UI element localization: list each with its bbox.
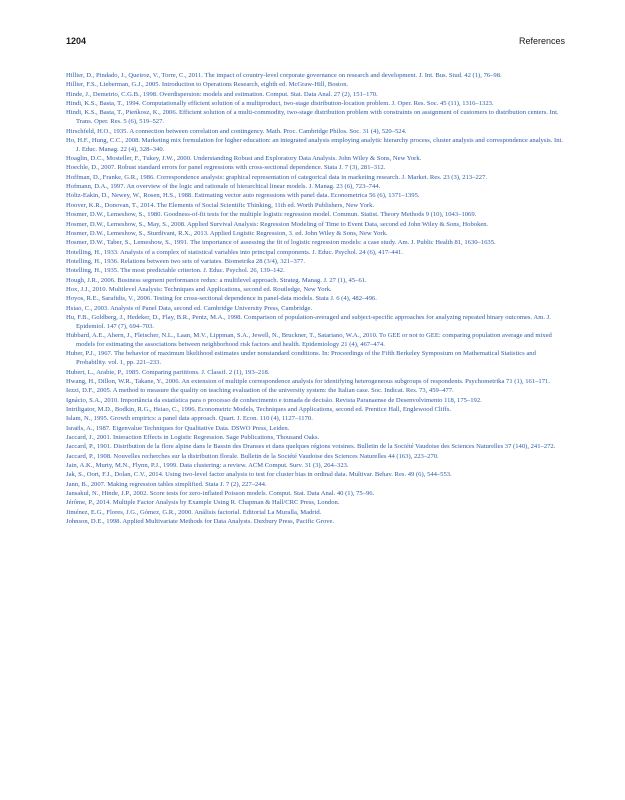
reference-item[interactable]: Hoffman, D., Franke, G.R., 1986. Correspondence analysis: graphical representation of categorical data in marketing research. J. Market. Res. 23 (3), 213–227. xyxy=(66,173,488,181)
reference-item[interactable]: Holtz-Eakin, D., Newey, W., Rosen, H.S., 1988. Estimating vector auto regressions with panel data. Econometrica 56 (6), 1371–1395. xyxy=(66,192,420,200)
reference-item[interactable]: Jann, B., 2007. Making regression tables simplified. Stata J. 7 (2), 227–244. xyxy=(66,480,267,488)
reference-item[interactable]: Ho, H.F., Hung, C.C., 2008. Marketing mix formulation for higher education: an integrated analysis employing analytic hierarchy process, cluster analysis and correspondence analysis. Int. J. Educ. Manag. 22 (4), 328–340. xyxy=(66,136,563,153)
reference-item[interactable]: Islam, N., 1995. Growth empirics: a panel data approach. Quart. J. Econ. 110 (4), 1127–1170. xyxy=(66,415,313,423)
reference-item[interactable]: Huber, P.J., 1967. The behavior of maximum likelihood estimates under nonstandard conditions. In: Proceedings of the Fifth Berkeley Symposium on Mathematical Statistics and Probability. vol. 1, pp. 221–233. xyxy=(66,350,536,367)
reference-item[interactable]: Hoover, K.R., Donovan, T., 2014. The Elements of Social Scientific Thinking, 11th ed. Worth Publishers, New York. xyxy=(66,201,375,209)
reference-item[interactable]: Hosmer, D.W., Lemeshow, S., 1980. Goodness-of-fit tests for the multiple logistic regression model. Commun. Statist. Theory Methods 9 (10), 1043–1069. xyxy=(66,211,477,219)
reference-item[interactable]: Hosmer, D.W., Lemeshow, S., Sturdivant, R.X., 2013. Applied Logistic Regression, 3. ed. John Wiley & Sons, New York. xyxy=(66,229,388,237)
page-number: 1204 xyxy=(66,36,87,46)
running-head: References xyxy=(518,36,565,46)
reference-item[interactable]: Hotelling, H., 1936. Relations between two sets of variates. Biometrika 28 (3/4), 321–377. xyxy=(66,257,305,265)
reference-item[interactable]: Hillier, D., Pindado, J., Queiroz, V., Torre, C., 2011. The impact of country-level corporate governance on research and development. J. Int. Bus. Stud. 42 (1), 76–98. xyxy=(66,72,502,79)
reference-item[interactable]: Intriligator, M.D., Bodkin, R.G., Hsiao, C., 1996. Econometric Models, Techniques and Applications, second ed. Prentice Hall, Englewood Cliffs. xyxy=(66,405,452,413)
reference-item[interactable]: Hosmer, D.W., Lemeshow, S., May, S., 2008. Applied Survival Analysis: Regression Modeling of Time to Event Data, second ed John Wiley & Sons, Hoboken. xyxy=(66,220,489,228)
reference-item[interactable]: Hosmer, D.W., Taber, S., Lemeshow, S., 1991. The importance of assessing the fit of logistic regression models: a case study. Am. J. Public Health 81, 1630–1635. xyxy=(66,239,496,247)
reference-item[interactable]: Hotelling, H., 1933. Analysis of a complex of statistical variables into principal components. J. Educ. Psychol. 24 (6), 417–441. xyxy=(66,248,403,256)
reference-list xyxy=(66,72,566,527)
reference-item[interactable]: Hindi, K.S., Basta, T., 1994. Computationally efficient solution of a multiproduct, two-stage distribution-location problem. J. Oper. Res. Soc. 45 (11), 1316–1323. xyxy=(66,100,494,108)
reference-item[interactable]: Jaccard, P., 1908. Nouvelles recherches sur la distribution florale. Bulletin de la Société Vaudoise des Sciences Naturelles 44 (163), 223–270. xyxy=(66,452,439,460)
reference-item[interactable]: Hinde, J., Demetrio, C.G.B., 1998. Overdispersion: models and estimation. Comput. Stat. Data Anal. 27 (2), 151–170. xyxy=(66,90,378,98)
reference-item[interactable]: Hough, J.R., 2006. Business segment performance redux: a multilevel approach. Strateg. Manag. J. 27 (1), 45–61. xyxy=(66,276,367,284)
reference-item[interactable]: Hox, J.J., 2010. Multilevel Analysis: Techniques and Applications, second ed. Routledge, New York. xyxy=(66,285,332,293)
reference-item[interactable]: Hofmann, D.A., 1997. An overview of the logic and rationale of hierarchical linear models. J. Manag. 23 (6), 723–744. xyxy=(66,183,381,191)
reference-item[interactable]: Hsiao, C., 2003. Analysis of Panel Data, second ed. Cambridge University Press, Cambridge. xyxy=(66,304,313,312)
reference-item[interactable]: Ignácio, S.A., 2010. Importância da estatística para o processo de conhecimento e tomada de decisão. Revista Paranaense de Desenvolvimento 118, 175–192. xyxy=(66,396,482,404)
reference-item[interactable]: Hotelling, H., 1935. The most predictable criterion. J. Educ. Psychol. 26, 139–142. xyxy=(66,267,285,275)
reference-item[interactable]: Israëls, A., 1987. Eigenvalue Techniques for Qualitative Data. DSWO Press, Leiden. xyxy=(66,424,290,432)
page-header xyxy=(66,35,565,47)
reference-item[interactable]: Hubert, L., Arabie, P., 1985. Comparing partitions. J. Classif. 2 (1), 193–218. xyxy=(66,368,270,376)
reference-item[interactable]: Jiménez, E.G., Flores, J.G., Gómez, G.R., 2000. Análisis factorial. Editorial La Muralla, Madrid. xyxy=(66,508,322,516)
reference-item[interactable]: Hoechle, D., 2007. Robust standard errors for panel regressions with cross-sectional dependence. Stata J. 7 (3), 281–312. xyxy=(66,164,386,172)
reference-item[interactable]: Jaccard, J., 2001. Interaction Effects in Logistic Regression. Sage Publications, Thousand Oaks. xyxy=(66,433,320,441)
reference-item[interactable]: Jaccard, P., 1901. Distribution de la flore alpine dans le Bassin des Dranses et dans quelques régions voisines. Bulletin de la Société Vaudoise des Sciences Naturelles 37 (140), 241–272. xyxy=(66,443,556,451)
reference-item[interactable]: Jain, A.K., Murty, M.N., Flynn, P.J., 1999. Data clustering: a review. ACM Comput. Surv. 31 (3), 264–323. xyxy=(66,461,349,469)
reference-item[interactable]: Iezzi, D.F., 2005. A method to measure the quality on teaching evaluation of the university system: the Italian case. Soc. Indicat. Res. 73, 459–477. xyxy=(66,387,454,395)
reference-item[interactable]: Jérôme, P., 2014. Multiple Factor Analysis by Example Using R. Chapman & Hall/CRC Press, London. xyxy=(66,499,340,507)
reference-item[interactable]: Johnson, D.E., 1998. Applied Multivariate Methods for Data Analysts. Duxbury Press, Pacific Grove. xyxy=(66,518,335,525)
reference-item[interactable]: Hindi, K.S., Basta, T., Pieńkosz, K., 2006. Efficient solution of a multi-commodity, two-stage distribution problem with constraints on assignment of customers to distribution centers. Int. Trans. Oper. Res. 5 (6), 519–527. xyxy=(66,109,559,126)
reference-item[interactable]: Hwang, H., Dillon, W.R., Takane, Y., 2006. An extension of multiple correspondence analysis for identifying heterogeneous subgroups of respondents. Psychometrika 71 (1), 161–171. xyxy=(66,377,550,385)
reference-item[interactable]: Hu, F.B., Goldberg, J., Hedeker, D., Flay, B.R., Pentz, M.A., 1998. Comparison of population-averaged and subject-specific approaches for analyzing repeated binary outcomes. Am. J. Epidemiol. 147 (7), 694–703. xyxy=(66,313,551,330)
reference-item[interactable]: Hoyos, R.E., Sarafidis, V., 2006. Testing for cross-sectional dependence in panel-data models. Stata J. 6 (4), 482–496. xyxy=(66,295,377,303)
reference-item[interactable]: Hillier, F.S., Lieberman, G.J., 2005. Introduction to Operations Research, eighth ed. McGraw-Hill, Boston. xyxy=(66,81,349,89)
reference-item[interactable]: Hubbard, A.E., Ahern, J., Fleischer, N.L., Laan, M.V., Lippman, S.A., Jewell, N., Bruckner, T., Satariano, W.A., 2010. To GEE or not to GEE: comparing population average and mixed models for estimating the associations between neighborhood risk factors and health. Epidemiology 21 (4), 467–474. xyxy=(66,332,552,348)
reference-item[interactable]: Hirschfeld, H.O., 1935. A connection between correlation and contingency. Math. Proc. Cambridge Philos. Soc. 31 (4), 520–524. xyxy=(66,127,407,135)
reference-item[interactable]: Hoaglin, D.C., Mosteller, F., Tukey, J.W., 2000. Understanding Robust and Exploratory Data Analysis. John Wiley & Sons, New York. xyxy=(66,155,422,163)
reference-item[interactable]: Jak, S., Oort, F.J., Dolan, C.V., 2014. Using two-level factor analysis to test for cluster bias in ordinal data. Multivar. Behav. Res. 49 (6), 544–553. xyxy=(66,471,452,479)
reference-item[interactable]: Jansakul, N., Hinde, J.P., 2002. Score tests for zero-inflated Poisson models. Comput. Stat. Data Anal. 40 (1), 75–96. xyxy=(66,489,375,497)
